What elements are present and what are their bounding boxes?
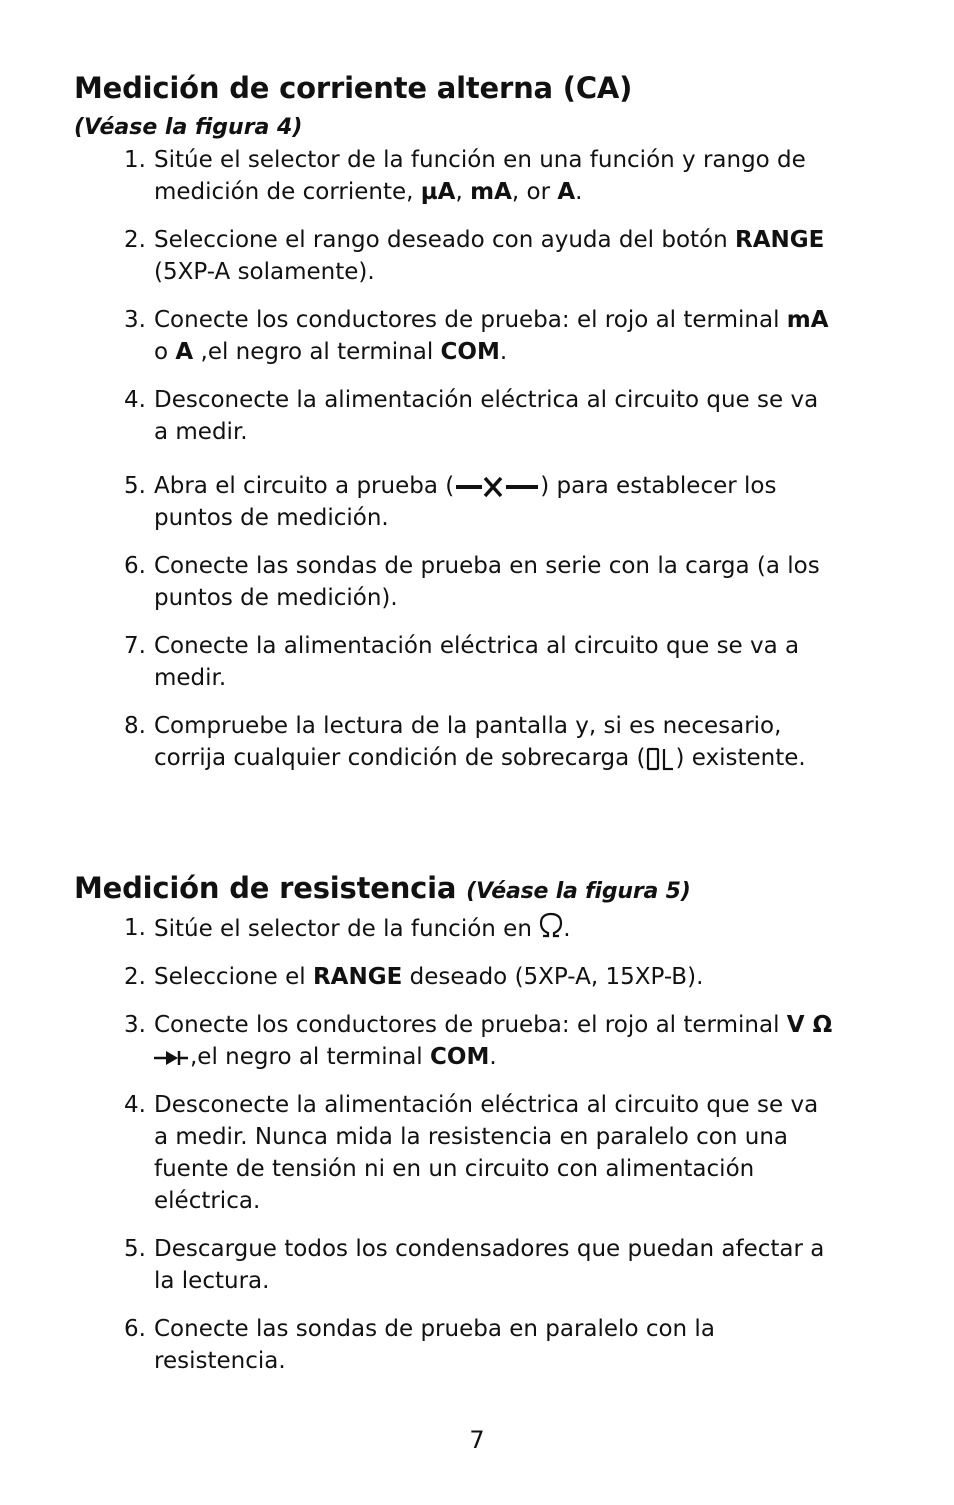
list-item: 5. Descargue todos los condensadores que puedan afectar a la lectura. <box>0 1233 834 1297</box>
resistance-steps <box>0 912 954 1377</box>
list-item: 7. Conecte la alimentación eléctrica al circuito que se va a medir. <box>0 630 834 694</box>
step-number: 7. <box>124 633 146 659</box>
step-number: 6. <box>124 553 146 579</box>
list-item: 5. Abra el circuito a prueba ( ) para establecer los puntos de medición. <box>0 470 834 534</box>
list-item: 1. Sitúe el selector de la función en una función y rango de medición de corriente, µA, mA, or A. <box>0 144 834 208</box>
list-item: 4. Desconecte la alimentación eléctrica al circuito que se va a medir. <box>0 384 834 448</box>
step-number: 5. <box>124 473 146 499</box>
list-item: 2. Seleccione el rango deseado con ayuda del botón RANGE (5XP-A solamente). <box>0 224 834 288</box>
step-number: 1. <box>124 147 146 173</box>
list-item: 3. Conecte los conductores de prueba: el rojo al terminal V Ω,el negro al terminal COM. <box>0 1009 834 1073</box>
open-circuit-icon <box>454 476 540 498</box>
list-item: 2. Seleccione el RANGE deseado (5XP-A, 15XP-B). <box>0 961 834 993</box>
step-number: 8. <box>124 713 146 739</box>
overload-ol-icon <box>645 746 675 772</box>
figure-reference: (Véase la figura 4) <box>74 115 303 140</box>
step-number: 2. <box>124 964 146 990</box>
step-number: 2. <box>124 227 146 253</box>
step-number: 5. <box>124 1236 146 1262</box>
step-number: 3. <box>124 1012 146 1038</box>
step-number: 1. <box>124 915 146 941</box>
omega-icon <box>539 912 563 938</box>
ac-current-steps <box>0 144 954 774</box>
section-title-resistance: Medición de resistencia (Véase la figura 5) <box>74 871 691 905</box>
step-number: 6. <box>124 1316 146 1342</box>
list-item: 3. Conecte los conductores de prueba: el rojo al terminal mA o A ,el negro al terminal COM. <box>0 304 834 368</box>
figure-reference: (Véase la figura 5) <box>466 879 691 904</box>
step-number: 3. <box>124 307 146 333</box>
step-number: 4. <box>124 387 146 413</box>
section-title-ac-current: Medición de corriente alterna (CA) <box>74 71 633 105</box>
list-item: 4. Desconecte la alimentación eléctrica al circuito que se va a medir. Nunca mida la resistencia en paralelo con una fuente de tensión ni en un circuito con alimentación eléctrica. <box>0 1089 834 1217</box>
diode-icon <box>154 1049 190 1067</box>
page-number: 7 <box>469 1426 485 1454</box>
step-number: 4. <box>124 1092 146 1118</box>
list-item: 8. Compruebe la lectura de la pantalla y, si es necesario, corrija cualquier condición de sobrecarga ( ) existente. <box>0 710 834 774</box>
list-item: 1. Sitúe el selector de la función en . <box>0 912 834 945</box>
list-item: 6. Conecte las sondas de prueba en serie con la carga (a los puntos de medición). <box>0 550 834 614</box>
list-item: 6. Conecte las sondas de prueba en paralelo con la resistencia. <box>0 1313 834 1377</box>
